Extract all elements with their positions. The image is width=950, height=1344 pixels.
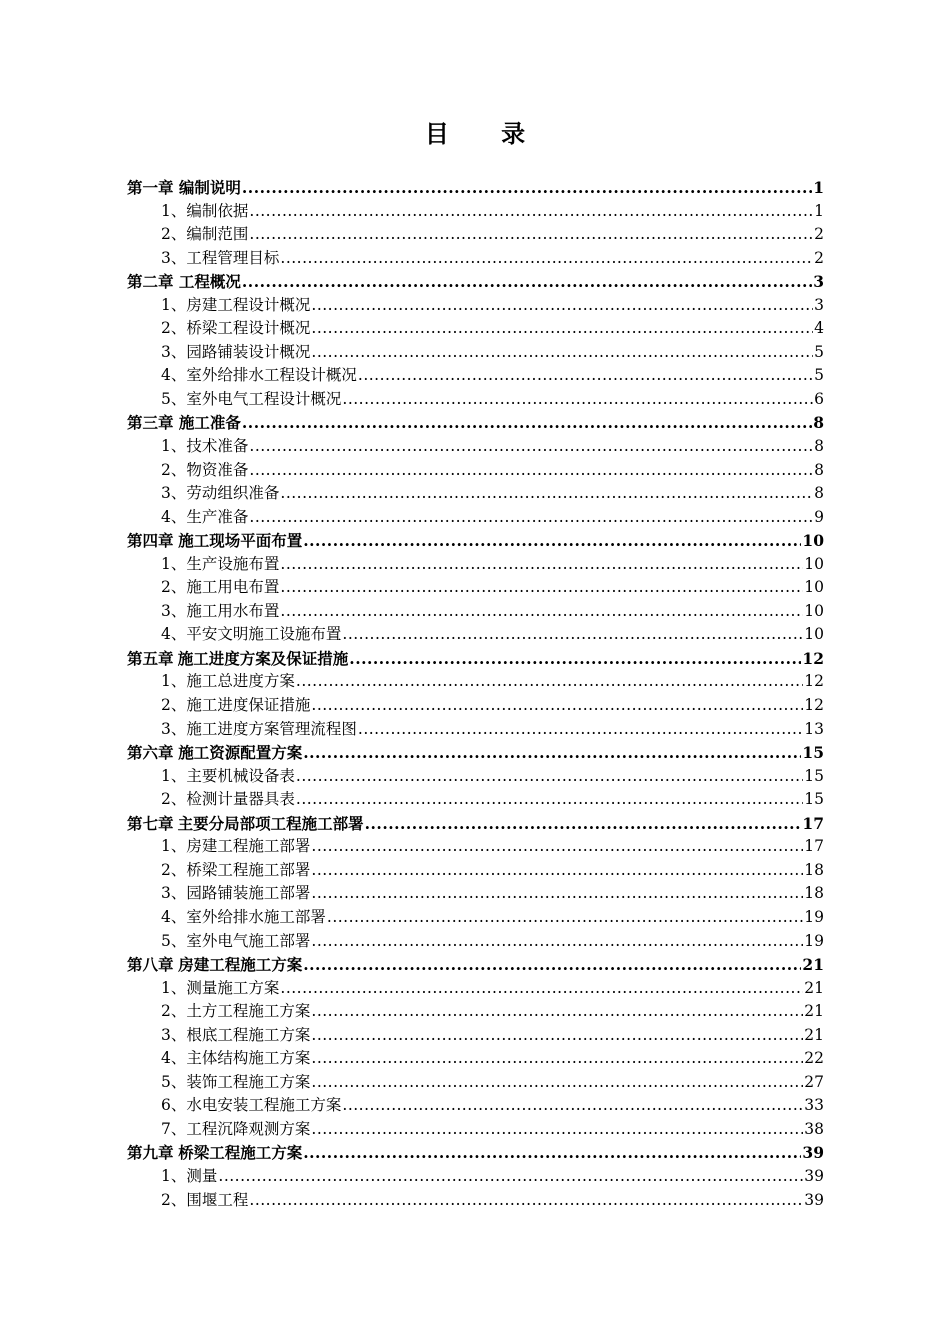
toc-item-row[interactable]	[127, 200, 824, 224]
toc-entry-label: 主要机械设备表	[186, 766, 295, 785]
toc-chapter-row[interactable]	[127, 741, 824, 765]
toc-entry-label: 房建工程施工方案	[178, 955, 303, 975]
toc-entry-number: 2、	[161, 1002, 187, 1021]
toc-entry-label: 施工进度保证措施	[186, 696, 311, 715]
toc-page-number: 8	[814, 437, 824, 456]
toc-item-row[interactable]	[127, 459, 824, 483]
toc-item-row[interactable]	[127, 623, 824, 647]
toc-page-number: 3	[813, 272, 824, 292]
toc-page-number: 18	[804, 884, 824, 903]
toc-entry-number: 7、	[161, 1119, 187, 1138]
toc-item-row[interactable]	[127, 1000, 824, 1024]
toc-item-row[interactable]	[127, 1071, 824, 1095]
toc-dot-leader	[296, 765, 803, 789]
toc-entry-label: 土方工程施工方案	[186, 1002, 311, 1021]
toc-entry-number: 3、	[161, 884, 187, 903]
toc-entry-number: 第一章	[127, 178, 174, 197]
toc-item-row[interactable]	[127, 1118, 824, 1142]
toc-entry-number: 1、	[161, 837, 187, 856]
toc-dot-leader	[349, 647, 801, 671]
toc-page-number: 15	[802, 743, 824, 763]
toc-page-number: 17	[804, 837, 824, 856]
toc-entry-number: 1、	[161, 554, 187, 573]
toc-chapter-row[interactable]	[127, 411, 824, 435]
toc-item-row[interactable]	[127, 1047, 824, 1071]
toc-dot-leader	[280, 247, 813, 271]
toc-item-row[interactable]	[127, 694, 824, 718]
toc-item-row[interactable]	[127, 317, 824, 341]
toc-page-number: 3	[814, 295, 824, 314]
toc-chapter-row[interactable]	[127, 176, 824, 200]
toc-item-row[interactable]	[127, 576, 824, 600]
toc-entry-label: 施工用水布置	[186, 601, 280, 620]
toc-page-number: 8	[813, 413, 824, 433]
toc-page-number: 17	[802, 813, 824, 833]
toc-page-number: 10	[804, 578, 824, 597]
toc-page-number: 21	[804, 978, 824, 997]
toc-page-number: 27	[804, 1072, 824, 1091]
toc-page-number: 13	[804, 719, 824, 738]
toc-entry-label: 桥梁工程施工部署	[186, 860, 311, 879]
toc-dot-leader	[296, 788, 803, 812]
toc-item-row[interactable]	[127, 906, 824, 930]
toc-entry-number: 1、	[161, 672, 187, 691]
toc-dot-leader	[249, 1189, 803, 1213]
toc-item-row[interactable]	[127, 930, 824, 954]
toc-page-number: 4	[814, 319, 824, 338]
toc-entry-number: 3、	[161, 601, 187, 620]
toc-dot-leader	[296, 670, 803, 694]
toc-page-number: 1	[814, 201, 824, 220]
toc-dot-leader	[358, 718, 803, 742]
toc-entry-label: 施工资源配置方案	[178, 743, 303, 763]
toc-entry-label: 物资准备	[186, 460, 249, 479]
toc-dot-leader	[342, 388, 813, 412]
toc-page-number: 8	[814, 484, 824, 503]
toc-entry-number: 2、	[161, 860, 187, 879]
toc-entry-label: 水电安装工程施工方案	[186, 1096, 342, 1115]
toc-entry-number: 1、	[161, 766, 187, 785]
toc-dot-leader	[358, 364, 813, 388]
toc-entry-number: 4、	[161, 1049, 187, 1068]
toc-entry-label: 施工总进度方案	[186, 672, 295, 691]
toc-page-number: 6	[814, 389, 824, 408]
toc-page-number: 19	[804, 907, 824, 926]
toc-item-row[interactable]	[127, 341, 824, 365]
toc-dot-leader	[327, 906, 803, 930]
toc-entry-label: 编制说明	[178, 178, 241, 197]
toc-page-number: 15	[804, 790, 824, 809]
toc-dot-leader	[218, 1165, 803, 1189]
toc-dot-leader	[311, 1071, 803, 1095]
toc-chapter-row[interactable]	[127, 529, 824, 553]
toc-dot-leader	[311, 930, 803, 954]
toc-entry-number: 1、	[161, 978, 187, 997]
toc-chapter-row[interactable]	[127, 270, 824, 294]
toc-entry-number: 1、	[161, 1166, 187, 1185]
toc-item-row[interactable]	[127, 670, 824, 694]
toc-entry-label: 围堰工程	[186, 1190, 249, 1209]
toc-page-number: 21	[804, 1002, 824, 1021]
toc-entry-number: 2、	[161, 790, 187, 809]
toc-entry-number: 3、	[161, 248, 187, 267]
toc-page-number: 10	[804, 625, 824, 644]
toc-page-number: 8	[814, 460, 824, 479]
toc-entry-label: 园路铺装施工部署	[186, 884, 311, 903]
toc-entry-label: 主体结构施工方案	[186, 1049, 311, 1068]
toc-dot-leader	[280, 600, 803, 624]
toc-entry-number: 3、	[161, 342, 187, 361]
toc-entry-number: 5、	[161, 389, 187, 408]
toc-entry-label: 根底工程施工方案	[186, 1025, 311, 1044]
toc-item-row[interactable]	[127, 1165, 824, 1189]
toc-page-number: 15	[804, 766, 824, 785]
toc-dot-leader	[311, 694, 803, 718]
toc-entry-label: 施工现场平面布置	[178, 531, 303, 551]
toc-page-number: 9	[814, 507, 824, 526]
toc-item-row[interactable]	[127, 788, 824, 812]
toc-entry-number: 2、	[161, 460, 187, 479]
toc-page-number: 12	[804, 696, 824, 715]
toc-item-row[interactable]	[127, 1024, 824, 1048]
toc-entry-label: 室外给排水工程设计概况	[186, 366, 357, 385]
toc-page-number: 33	[804, 1096, 824, 1115]
toc-dot-leader	[311, 294, 813, 318]
toc-page-number: 12	[804, 672, 824, 691]
toc-entry-number: 第九章	[127, 1143, 174, 1163]
toc-item-row[interactable]	[127, 765, 824, 789]
toc-entry-number: 4、	[161, 507, 187, 526]
toc-entry-label: 室外给排水施工部署	[186, 907, 326, 926]
toc-dot-leader	[249, 200, 813, 224]
toc-item-row[interactable]	[127, 247, 824, 271]
toc-chapter-row[interactable]	[127, 647, 824, 671]
toc-entry-number: 5、	[161, 931, 187, 950]
toc-entry-label: 技术准备	[186, 437, 249, 456]
toc-entry-number: 2、	[161, 696, 187, 715]
toc-entry-number: 2、	[161, 578, 187, 597]
toc-entry-number: 第五章	[127, 648, 174, 668]
toc-entry-label: 编制范围	[186, 225, 249, 244]
toc-chapter-row[interactable]	[127, 1141, 824, 1165]
toc-item-row[interactable]	[127, 1094, 824, 1118]
toc-entry-label: 工程管理目标	[186, 248, 280, 267]
toc-dot-leader	[249, 506, 813, 530]
toc-entry-number: 6、	[161, 1096, 187, 1115]
toc-entry-label: 检测计量器具表	[186, 790, 295, 809]
toc-chapter-row[interactable]	[127, 812, 824, 836]
toc-page-number: 18	[804, 860, 824, 879]
toc-entry-label: 工程概况	[178, 272, 241, 292]
toc-entry-number: 3、	[161, 1025, 187, 1044]
toc-page-number: 19	[804, 931, 824, 950]
toc-dot-leader	[311, 882, 803, 906]
toc-entry-label: 施工用电布置	[186, 578, 280, 597]
toc-entry-label: 桥梁工程施工方案	[178, 1143, 303, 1163]
toc-dot-leader	[365, 812, 802, 836]
toc-entry-number: 1、	[161, 437, 187, 456]
toc-item-row[interactable]	[127, 223, 824, 247]
toc-item-row[interactable]	[127, 718, 824, 742]
toc-item-row[interactable]	[127, 882, 824, 906]
toc-page-number: 22	[804, 1049, 824, 1068]
toc-entry-label: 装饰工程施工方案	[186, 1072, 311, 1091]
toc-dot-leader	[249, 435, 813, 459]
toc-title: 目 录	[424, 119, 548, 148]
toc-dot-leader	[280, 576, 803, 600]
toc-entry-number: 第八章	[127, 955, 174, 975]
toc-entry-number: 4、	[161, 366, 187, 385]
toc-entry-label: 房建工程设计概况	[186, 295, 311, 314]
toc-page-number: 39	[804, 1166, 824, 1185]
toc-dot-leader	[311, 859, 803, 883]
toc-dot-leader	[311, 317, 813, 341]
toc-entry-number: 第七章	[127, 813, 174, 833]
toc-dot-leader	[242, 411, 812, 435]
toc-dot-leader	[311, 1047, 803, 1071]
toc-page-number: 38	[804, 1119, 824, 1138]
toc-page-number: 5	[814, 342, 824, 361]
toc-item-row[interactable]	[127, 600, 824, 624]
toc-entry-number: 第六章	[127, 743, 174, 763]
toc-dot-leader	[311, 341, 813, 365]
toc-dot-leader	[303, 741, 801, 765]
toc-dot-leader	[280, 553, 803, 577]
toc-entry-number: 3、	[161, 484, 187, 503]
toc-entry-label: 劳动组织准备	[186, 484, 280, 503]
toc-page-number: 10	[802, 531, 824, 551]
toc-page-number: 1	[813, 178, 824, 197]
toc-entry-label: 室外电气施工部署	[186, 931, 311, 950]
toc-item-row[interactable]	[127, 835, 824, 859]
toc-item-row[interactable]	[127, 482, 824, 506]
toc-entry-number: 第四章	[127, 531, 174, 551]
toc-entry-number: 1、	[161, 295, 187, 314]
toc-entry-number: 5、	[161, 1072, 187, 1091]
toc-dot-leader	[311, 1024, 803, 1048]
toc-entry-number: 2、	[161, 1190, 187, 1209]
toc-entry-label: 园路铺装设计概况	[186, 342, 311, 361]
toc-dot-leader	[303, 953, 801, 977]
toc-entry-number: 4、	[161, 907, 187, 926]
toc-dot-leader	[280, 482, 813, 506]
toc-page-number: 10	[804, 554, 824, 573]
toc-item-row[interactable]	[127, 435, 824, 459]
toc-item-row[interactable]	[127, 1189, 824, 1213]
toc-entry-label: 室外电气工程设计概况	[186, 389, 342, 408]
toc-dot-leader	[303, 1141, 801, 1165]
table-of-contents	[127, 176, 824, 1212]
toc-dot-leader	[249, 223, 813, 247]
toc-entry-label: 工程沉降观测方案	[186, 1119, 311, 1138]
toc-entry-label: 平安文明施工设施布置	[186, 625, 342, 644]
toc-entry-label: 测量施工方案	[186, 978, 280, 997]
toc-page-number: 21	[802, 955, 824, 975]
toc-entry-label: 生产设施布置	[186, 554, 280, 573]
toc-dot-leader	[311, 835, 803, 859]
toc-dot-leader	[311, 1000, 803, 1024]
toc-item-row[interactable]	[127, 859, 824, 883]
toc-item-row[interactable]	[127, 506, 824, 530]
toc-item-row[interactable]	[127, 977, 824, 1001]
toc-dot-leader	[303, 529, 801, 553]
toc-item-row[interactable]	[127, 364, 824, 388]
toc-entry-number: 3、	[161, 719, 187, 738]
toc-entry-label: 生产准备	[186, 507, 249, 526]
toc-item-row[interactable]	[127, 553, 824, 577]
toc-dot-leader	[280, 977, 803, 1001]
toc-dot-leader	[342, 623, 803, 647]
toc-entry-label: 施工进度方案及保证措施	[177, 648, 349, 668]
toc-page-number: 2	[814, 225, 824, 244]
toc-page-number: 5	[814, 366, 824, 385]
toc-dot-leader	[311, 1118, 803, 1142]
toc-entry-label: 主要分局部项工程施工部署	[177, 813, 364, 833]
toc-item-row[interactable]	[127, 388, 824, 412]
toc-page-number: 10	[804, 601, 824, 620]
toc-chapter-row[interactable]	[127, 953, 824, 977]
toc-dot-leader	[249, 459, 813, 483]
toc-item-row[interactable]	[127, 294, 824, 318]
toc-entry-label: 施工准备	[178, 413, 241, 433]
toc-entry-label: 测量	[186, 1166, 218, 1185]
toc-page-number: 21	[804, 1025, 824, 1044]
toc-entry-number: 2、	[161, 319, 187, 338]
toc-entry-number: 第三章	[127, 413, 174, 433]
toc-page-number: 39	[802, 1143, 824, 1163]
toc-entry-label: 施工进度方案管理流程图	[186, 719, 357, 738]
toc-dot-leader	[242, 176, 812, 200]
toc-entry-number: 1、	[161, 201, 187, 220]
toc-page-number: 12	[802, 648, 824, 668]
toc-entry-label: 房建工程施工部署	[186, 837, 311, 856]
toc-dot-leader	[242, 270, 812, 294]
toc-entry-label: 桥梁工程设计概况	[186, 319, 311, 338]
toc-entry-label: 编制依据	[186, 201, 249, 220]
toc-entry-number: 2、	[161, 225, 187, 244]
toc-entry-number: 第二章	[127, 272, 174, 292]
toc-page-number: 2	[814, 248, 824, 267]
toc-entry-number: 4、	[161, 625, 187, 644]
toc-page-number: 39	[804, 1190, 824, 1209]
toc-dot-leader	[342, 1094, 803, 1118]
